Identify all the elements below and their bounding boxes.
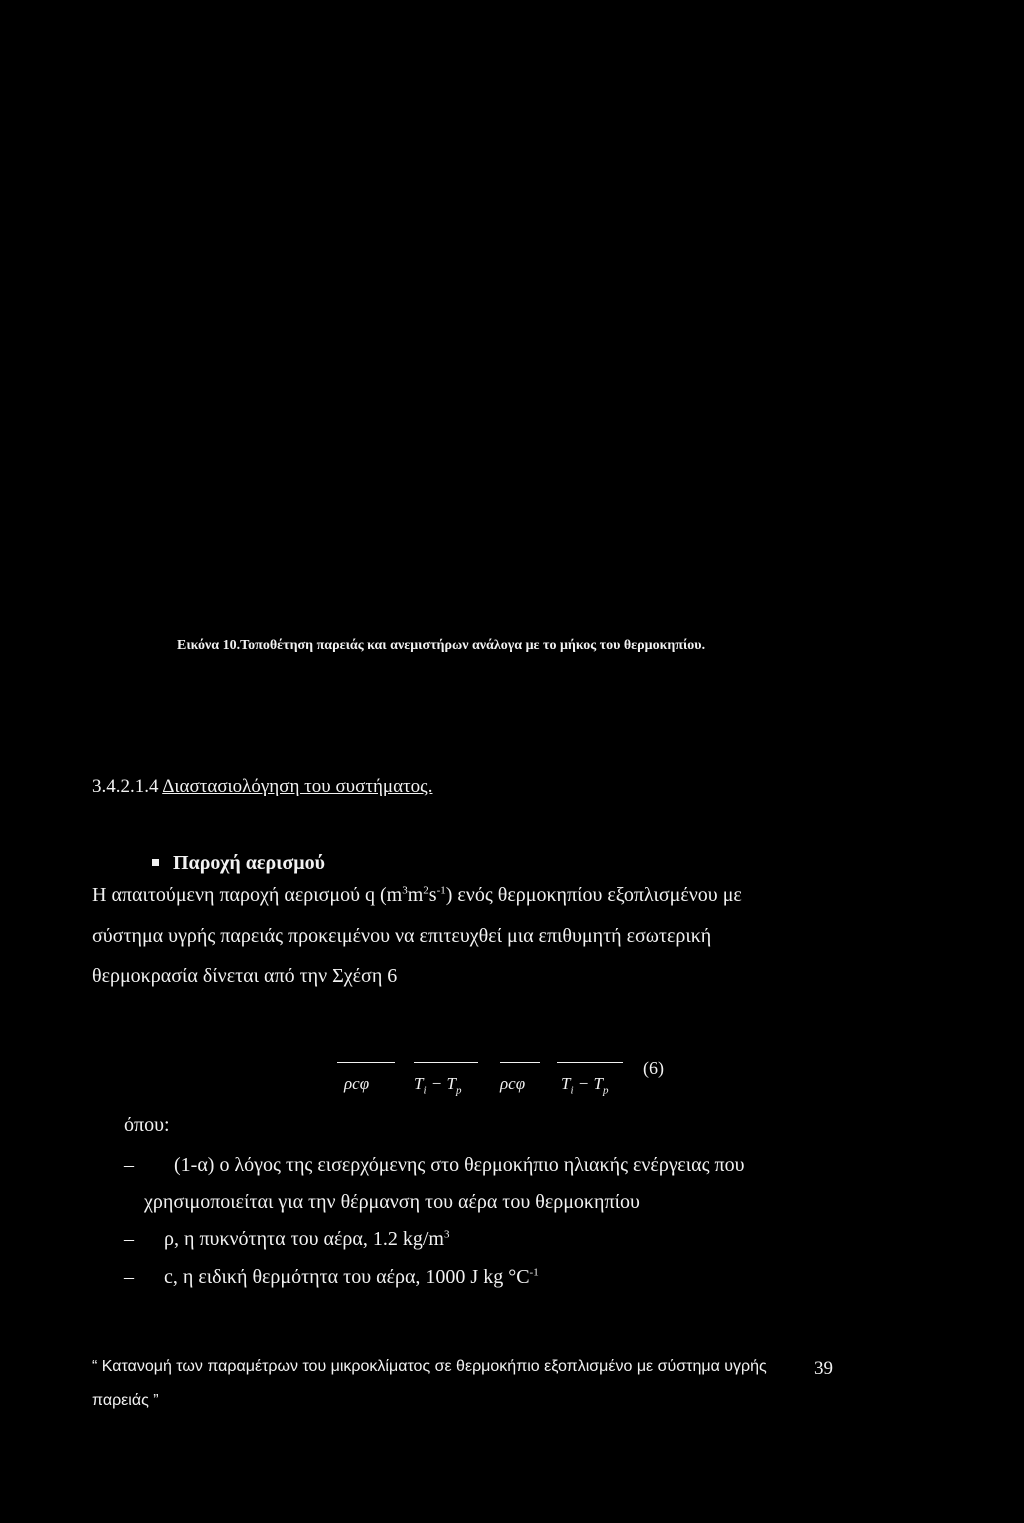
- footer-title-line-2: παρειάς ”: [92, 1392, 159, 1409]
- equation-term-rho-c-phi: ρcφ: [500, 1074, 526, 1093]
- paragraph-line-3: θερμοκρασία δίνεται από την Σχέση 6: [92, 965, 398, 987]
- page-number: 39: [814, 1358, 833, 1379]
- definition-item-1-line-1: (1-α) ο λόγος της εισερχόμενης στο θερμοκήπιο ηλιακής ενέργειας που: [174, 1154, 745, 1176]
- list-dash: –: [124, 1228, 134, 1250]
- definition-text: c, η ειδική θερμότητα του αέρα, 1000 J kg °C: [164, 1266, 530, 1288]
- superscript: -1: [529, 1266, 539, 1279]
- eq-subscript: p: [602, 1084, 609, 1097]
- eq-symbol: T: [414, 1074, 424, 1093]
- bullet-heading: [152, 852, 325, 875]
- definition-item-2: [164, 1228, 449, 1251]
- paragraph-line-1: [92, 884, 852, 907]
- bullet-heading-text: Παροχή αερισμού: [173, 852, 325, 874]
- definition-text: ρ, η πυκνότητα του αέρα, 1.2 kg/m: [164, 1228, 444, 1250]
- eq-subscript: i: [423, 1084, 427, 1097]
- paragraph-line-2: σύστημα υγρής παρειάς προκειμένου να επιτευχθεί μια επιθυμητή εσωτερική: [92, 925, 712, 947]
- section-heading: [92, 776, 432, 798]
- eq-subscript: p: [455, 1084, 462, 1097]
- superscript: -1: [436, 884, 446, 897]
- paragraph-text: ) ενός θερμοκηπίου εξοπλισμένου με: [445, 884, 742, 906]
- definition-item-1-line-2: χρησιμοποιείται για την θέρμανση του αέρα του θερμοκηπίου: [144, 1191, 640, 1213]
- list-dash: –: [124, 1266, 134, 1288]
- eq-symbol: T: [561, 1074, 571, 1093]
- paragraph-text: s: [428, 884, 437, 906]
- equation-term-temp-diff: [561, 1074, 608, 1096]
- where-label: όπου:: [124, 1114, 170, 1136]
- equation-number: (6): [643, 1058, 664, 1078]
- eq-symbol: − T: [573, 1074, 603, 1093]
- equation-term-temp-diff: [414, 1074, 461, 1096]
- fraction-bar: [557, 1062, 623, 1063]
- superscript: 3: [402, 884, 408, 897]
- square-bullet-icon: [152, 859, 159, 866]
- fraction-bar: [500, 1062, 540, 1063]
- section-number: 3.4.2.1.4: [92, 776, 159, 797]
- eq-symbol: − T: [426, 1074, 456, 1093]
- figure-caption: Εικόνα 10.Τοποθέτηση παρειάς και ανεμιστήρων ανάλογα με το μήκος του θερμοκηπίου.: [177, 638, 706, 653]
- footer-title-line-1: “ Κατανομή των παραμέτρων του μικροκλίματος σε θερμοκήπιο εξοπλισμένο με σύστημα υγρής: [92, 1358, 767, 1375]
- paragraph-text: m: [407, 884, 424, 906]
- superscript: 2: [423, 884, 429, 897]
- fraction-bar: [337, 1062, 395, 1063]
- section-title: Διαστασιολόγηση του συστήματος.: [162, 776, 433, 797]
- superscript: 3: [443, 1228, 450, 1241]
- definition-item-3: [164, 1266, 539, 1289]
- list-dash: –: [124, 1154, 134, 1176]
- paragraph-text: Η απαιτούμενη παροχή αερισμού q (m: [92, 884, 403, 906]
- fraction-bar: [414, 1062, 478, 1063]
- eq-subscript: i: [570, 1084, 574, 1097]
- equation-term-rho-c-phi: ρcφ: [344, 1074, 370, 1093]
